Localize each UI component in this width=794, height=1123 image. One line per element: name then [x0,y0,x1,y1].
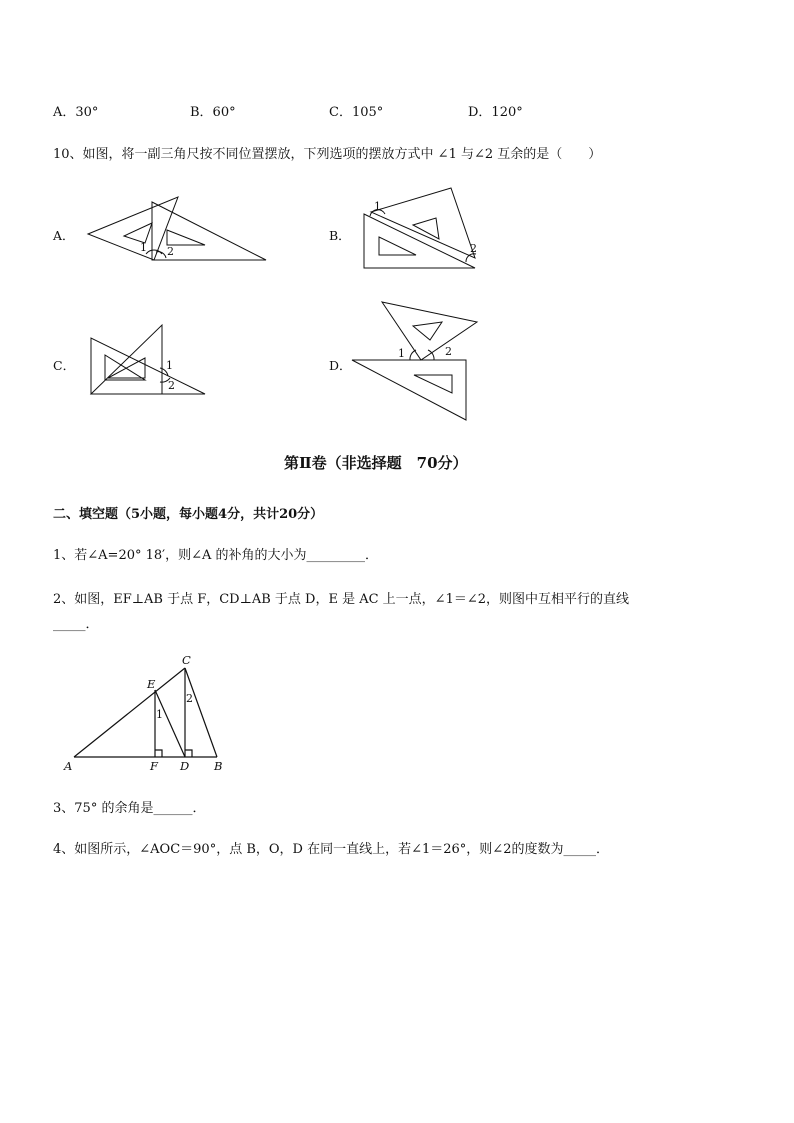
angle-2-label: 2 [186,692,193,705]
point-c-label: C [182,653,191,667]
angle-2-label: 2 [167,245,174,258]
angle-1-label: 1 [140,241,147,254]
point-a-label: A [64,759,73,773]
angle-2-label: 2 [445,345,452,358]
q10-option-c-label: C． [53,358,76,373]
angle-1-label: 1 [166,359,173,372]
q10-text: 10、如图，将一副三角尺按不同位置摆放，下列选项的摆放方式中 ∠1 与∠2 互余的是（ ） [53,147,602,162]
point-e-label: E [147,677,156,691]
angle-1-label: 1 [156,708,163,721]
q10-option-a-label: A． [53,228,75,243]
angle-1-label: 1 [398,347,405,360]
q10-option-b-label: B． [329,228,351,243]
fill-question-1: 1、若∠A=20° 18′，则∠A 的补角的大小为_________． [53,548,379,563]
fill-question-3: 3、75° 的余角是______． [53,801,206,816]
q9-option-c: C．105° [329,105,384,120]
part-2-title: 第Ⅱ卷（非选择题 70分） [284,454,468,472]
point-f-label: F [150,759,158,773]
angle-2-label: 2 [470,242,477,255]
section-2-title: 二、填空题（5小题，每小题4分，共计20分） [53,507,324,522]
point-b-label: B [214,759,223,773]
point-d-label: D [180,759,190,773]
q9-option-d: D．120° [468,105,523,120]
fill-question-2-line-1: 2、如图，EF⊥AB 于点 F，CD⊥AB 于点 D，E 是 AC 上一点，∠1＝∠2，则图中互相平行的直线 [53,592,630,607]
fill-question-4: 4、如图所示，∠AOC＝90°，点 B，O，D 在同一直线上，若∠1＝26°，则∠2的度数为_____． [53,842,609,857]
q10-option-d-label: D． [329,358,352,373]
angle-1-label: 1 [374,200,381,213]
q9-option-a: A．30° [53,105,99,120]
q9-option-b: B．60° [190,105,236,120]
fill-question-2-line-2: _____． [53,617,99,632]
angle-2-label: 2 [168,379,175,392]
